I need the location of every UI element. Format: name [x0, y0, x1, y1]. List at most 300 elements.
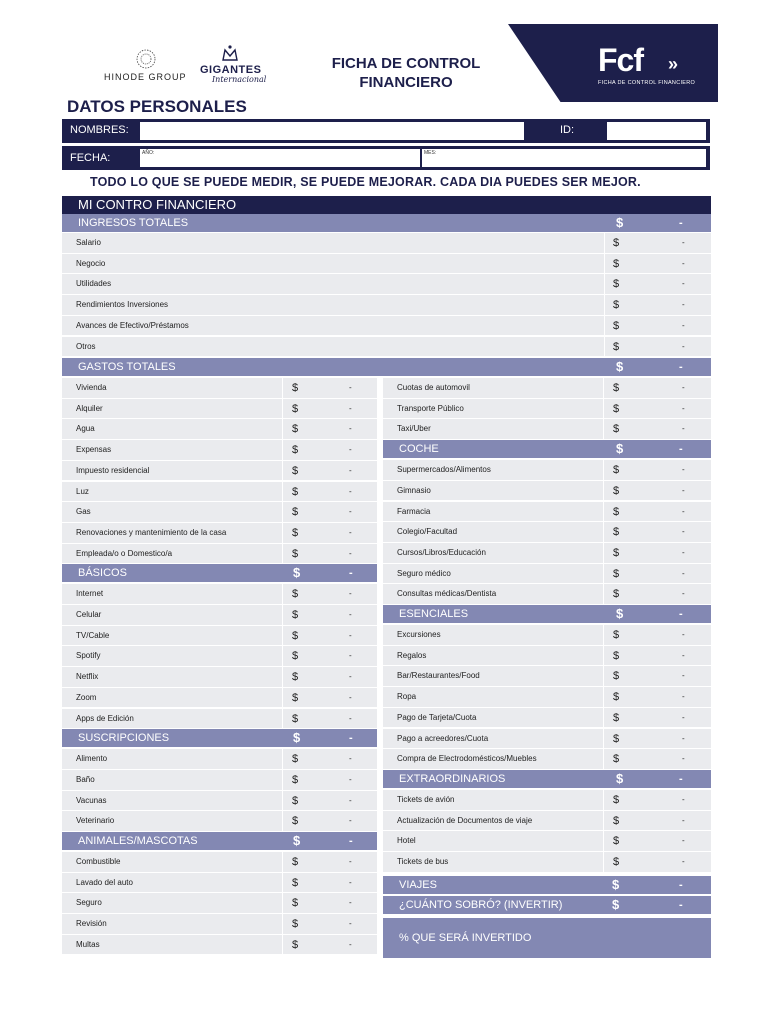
section-sobro-title: ¿CUÁNTO SOBRÓ? (INVERTIR): [399, 899, 563, 911]
column-divider: [282, 935, 283, 955]
row-label: Farmacia: [397, 506, 431, 516]
table-row: [62, 254, 711, 275]
row-label: Expensas: [76, 445, 112, 455]
column-divider: [282, 378, 283, 398]
row-label: Internet: [76, 589, 104, 599]
currency-symbol: $: [292, 526, 299, 539]
amount-value: -: [679, 899, 683, 911]
column-divider: [282, 419, 283, 439]
column-divider: [603, 419, 604, 439]
section-2-right-title: ESENCIALES: [399, 608, 469, 620]
row-label: TV/Cable: [76, 630, 110, 640]
anio-field[interactable]: [140, 149, 420, 167]
currency-symbol: $: [616, 441, 624, 457]
hinode-emblem-icon: [134, 48, 158, 70]
currency-symbol: $: [292, 402, 299, 415]
amount-value: -: [349, 732, 353, 745]
currency-symbol: $: [616, 606, 624, 621]
table-row: [383, 460, 711, 481]
mes-label: MES:: [424, 150, 437, 156]
row-label: Renovaciones y mantenimiento de la casa: [76, 527, 227, 537]
row-label: Cuotas de automovil: [397, 383, 470, 392]
currency-symbol: $: [613, 340, 620, 353]
currency-symbol: $: [613, 691, 620, 704]
currency-symbol: $: [292, 671, 299, 684]
id-field[interactable]: [607, 122, 706, 140]
amount-field[interactable]: -: [682, 300, 685, 310]
table-row: [62, 584, 377, 605]
section-ingresos-title: INGRESOS TOTALES: [78, 217, 189, 229]
table-row: [62, 295, 711, 316]
column-divider: [603, 729, 604, 749]
row-label: Empleada/o o Domestico/a: [76, 548, 173, 558]
amount-field[interactable]: -: [349, 527, 352, 537]
crown-icon: [220, 44, 240, 64]
currency-symbol: $: [292, 464, 299, 477]
row-label: Netflix: [76, 672, 99, 682]
table-row: [62, 646, 377, 667]
currency-symbol: $: [292, 897, 299, 910]
column-divider: [282, 605, 283, 625]
currency-symbol: $: [613, 526, 620, 539]
motto-text: TODO LO QUE SE PUEDE MEDIR, SE PUEDE MEJORAR. CADA DIA PUEDES SER MEJOR.: [90, 175, 641, 189]
section-3-left: [62, 832, 377, 850]
column-divider: [282, 544, 283, 564]
table-row: [62, 770, 377, 791]
amount-field[interactable]: -: [682, 485, 685, 495]
row-label: Excursiones: [397, 630, 441, 639]
row-label: Alimento: [76, 754, 108, 764]
amount-field[interactable]: -: [349, 877, 352, 887]
table-row: [383, 543, 711, 564]
section-2-right: [383, 605, 711, 623]
row-label: Regalos: [397, 650, 427, 660]
amount-field[interactable]: -: [349, 486, 352, 496]
column-divider: [603, 749, 604, 769]
table-row: [383, 584, 711, 605]
amount-field[interactable]: -: [349, 898, 352, 908]
table-row: [383, 749, 711, 770]
table-row: [383, 687, 711, 708]
row-label: Seguro médico: [397, 568, 451, 578]
currency-symbol: $: [616, 770, 624, 786]
row-label: Agua: [76, 424, 95, 434]
column-divider: [282, 770, 283, 790]
nombres-label: NOMBRES:: [70, 124, 129, 136]
row-label: Avances de Efectivo/Préstamos: [76, 320, 189, 330]
form-title-line1: FICHA DE CONTROL: [331, 55, 481, 72]
amount-field[interactable]: -: [349, 919, 352, 929]
row-label: Colegio/Facultad: [397, 527, 458, 537]
table-row: [383, 646, 711, 667]
column-divider: [282, 646, 283, 666]
table-row: [62, 523, 377, 544]
currency-symbol: $: [613, 464, 620, 477]
section-ingresos: [62, 214, 711, 232]
column-divider: [604, 233, 605, 253]
currency-symbol: $: [613, 546, 620, 559]
column-divider: [603, 666, 604, 686]
currency-symbol: $: [613, 835, 620, 848]
form-title-line2: FINANCIERO: [359, 74, 453, 91]
currency-symbol: $: [292, 691, 299, 704]
column-divider: [603, 502, 604, 522]
column-divider: [282, 893, 283, 913]
currency-symbol: $: [292, 876, 299, 889]
section-3-left-title: ANIMALES/MASCOTAS: [78, 835, 198, 847]
amount-value: -: [349, 835, 353, 847]
section-viajes-title: VIAJES: [399, 879, 437, 891]
currency-symbol: $: [292, 794, 299, 807]
amount-field[interactable]: -: [682, 403, 685, 413]
column-divider: [603, 481, 604, 501]
amount-field[interactable]: -: [682, 527, 685, 537]
row-label: Otros: [76, 341, 96, 351]
amount-field[interactable]: -: [682, 258, 685, 268]
table-row: [62, 274, 711, 295]
row-label: Utilidades: [76, 279, 112, 289]
currency-symbol: $: [613, 753, 620, 766]
row-label: Pago de Tarjeta/Cuota: [397, 712, 477, 722]
currency-symbol: $: [292, 629, 299, 642]
currency-symbol: $: [292, 650, 299, 663]
column-divider: [282, 399, 283, 419]
row-label: Celular: [76, 610, 102, 619]
column-divider: [282, 502, 283, 522]
table-row: [62, 935, 377, 956]
row-label: Gas: [76, 507, 91, 517]
currency-symbol: $: [292, 547, 299, 560]
currency-symbol: $: [612, 877, 620, 892]
table-row: [62, 605, 377, 626]
column-divider: [282, 523, 283, 543]
column-divider: [282, 626, 283, 646]
currency-symbol: $: [292, 588, 299, 601]
gigantes-text: GIGANTES: [200, 64, 262, 76]
amount-field[interactable]: -: [349, 672, 352, 682]
amount-field[interactable]: -: [682, 650, 685, 660]
table-row: [62, 544, 377, 565]
amount-field[interactable]: -: [349, 651, 352, 661]
column-divider: [603, 790, 604, 810]
table-row: [383, 625, 711, 646]
amount-field[interactable]: -: [349, 630, 352, 640]
amount-field[interactable]: -: [349, 816, 352, 826]
table-row: [383, 790, 711, 811]
amount-field[interactable]: -: [349, 403, 352, 413]
section-2-left: [62, 729, 377, 747]
section-invertido: [383, 918, 711, 958]
column-divider: [603, 460, 604, 480]
table-row: [383, 399, 711, 420]
section-1-right: [383, 440, 711, 458]
amount-field[interactable]: -: [349, 857, 352, 866]
currency-symbol: $: [292, 609, 299, 621]
finance-heading: MI CONTRO FINANCIERO: [78, 197, 237, 212]
currency-symbol: $: [292, 423, 299, 436]
amount-field[interactable]: -: [682, 630, 685, 639]
currency-symbol: $: [613, 237, 620, 249]
amount-field[interactable]: -: [682, 754, 685, 764]
currency-symbol: $: [613, 649, 620, 662]
amount-field[interactable]: -: [349, 774, 352, 784]
row-label: Negocio: [76, 258, 106, 268]
amount-value: -: [349, 567, 353, 580]
column-divider: [603, 811, 604, 831]
row-label: Cursos/Libros/Educación: [397, 547, 486, 557]
amount-field[interactable]: -: [682, 506, 685, 516]
amount-field[interactable]: -: [682, 341, 685, 351]
amount-field[interactable]: -: [349, 445, 352, 455]
column-divider: [603, 378, 604, 398]
column-divider: [603, 687, 604, 707]
amount-field[interactable]: -: [682, 568, 685, 578]
row-label: Baño: [76, 774, 95, 784]
column-divider: [603, 543, 604, 563]
currency-symbol: $: [613, 856, 620, 868]
currency-symbol: $: [613, 505, 620, 518]
column-divider: [603, 831, 604, 851]
amount-field[interactable]: -: [682, 589, 685, 599]
table-row: [62, 502, 377, 523]
table-row: [62, 440, 377, 461]
row-label: Zoom: [76, 692, 97, 702]
mes-field[interactable]: [422, 149, 706, 167]
table-row: [62, 626, 377, 647]
table-row: [383, 831, 711, 852]
currency-symbol: $: [613, 567, 620, 580]
currency-symbol: $: [613, 299, 620, 312]
row-label: Multas: [76, 939, 100, 949]
currency-symbol: $: [293, 730, 301, 746]
section-gastos-title: GASTOS TOTALES: [78, 361, 176, 373]
amount-field[interactable]: -: [349, 713, 352, 723]
row-label: Impuesto residencial: [76, 465, 150, 475]
row-label: Vacunas: [76, 795, 107, 805]
table-row: [62, 709, 377, 730]
row-label: Pago a acreedores/Cuota: [397, 733, 489, 743]
column-divider: [282, 811, 283, 831]
column-divider: [282, 914, 283, 934]
row-label: Ropa: [397, 692, 417, 702]
currency-symbol: $: [613, 588, 620, 601]
column-divider: [604, 316, 605, 336]
amount-field[interactable]: -: [682, 424, 685, 434]
currency-symbol: $: [613, 319, 620, 332]
column-divider: [603, 646, 604, 666]
amount-field[interactable]: -: [349, 465, 352, 475]
currency-symbol: $: [292, 938, 299, 951]
hinode-logo: [104, 48, 188, 84]
anio-label: AÑO:: [142, 150, 155, 156]
form-title: [300, 54, 512, 92]
table-row: [62, 316, 711, 337]
table-row: [62, 461, 377, 482]
amount-value: -: [679, 879, 683, 891]
amount-field[interactable]: -: [682, 692, 685, 702]
row-label: Combustible: [76, 857, 121, 866]
amount-field[interactable]: -: [349, 383, 352, 392]
amount-field[interactable]: -: [349, 939, 352, 949]
table-row: [62, 688, 377, 709]
amount-field[interactable]: -: [349, 424, 352, 434]
currency-symbol: $: [613, 423, 620, 436]
amount-field[interactable]: -: [682, 733, 685, 743]
currency-symbol: $: [613, 382, 620, 394]
currency-symbol: $: [613, 278, 620, 291]
column-divider: [604, 337, 605, 357]
row-label: Veterinario: [76, 816, 115, 826]
column-divider: [282, 873, 283, 893]
section-gastos: [62, 358, 711, 376]
amount-field[interactable]: -: [349, 610, 352, 619]
amount-field[interactable]: -: [682, 815, 685, 825]
amount-field[interactable]: -: [349, 692, 352, 702]
section-1-left-title: BÁSICOS: [78, 567, 127, 580]
amount-field[interactable]: -: [349, 754, 352, 764]
table-row: [383, 502, 711, 523]
amount-field[interactable]: -: [682, 794, 685, 804]
currency-symbol: $: [292, 382, 299, 394]
currency-symbol: $: [613, 732, 620, 745]
column-divider: [604, 254, 605, 274]
currency-symbol: $: [613, 670, 620, 683]
amount-field[interactable]: -: [682, 383, 685, 392]
amount-field[interactable]: -: [682, 857, 685, 866]
row-label: Hotel: [397, 836, 416, 846]
internacional-text: Internacional: [212, 75, 267, 84]
row-label: Vivienda: [76, 383, 107, 392]
currency-symbol: $: [613, 793, 620, 806]
amount-field[interactable]: -: [682, 547, 685, 557]
column-divider: [603, 852, 604, 872]
row-label: Seguro: [76, 898, 102, 908]
section-viajes: [383, 876, 711, 894]
table-row: [62, 914, 377, 935]
table-row: [383, 666, 711, 687]
row-label: Bar/Restaurantes/Food: [397, 671, 480, 681]
section-1-left: [62, 564, 377, 582]
section-2-left-title: SUSCRIPCIONES: [78, 732, 170, 745]
currency-symbol: $: [293, 833, 301, 848]
amount-value: -: [679, 608, 683, 620]
table-row: [62, 233, 711, 254]
amount-field[interactable]: -: [349, 589, 352, 599]
table-row: [62, 399, 377, 420]
currency-symbol: $: [613, 711, 620, 724]
column-divider: [282, 709, 283, 729]
table-row: [62, 893, 377, 914]
row-label: Alquiler: [76, 403, 103, 413]
row-label: Luz: [76, 486, 89, 496]
table-row: [62, 419, 377, 440]
amount-field[interactable]: -: [349, 795, 352, 805]
section-1-right-title: COCHE: [399, 443, 439, 456]
brand-mark: Fcf: [598, 42, 643, 78]
currency-symbol: $: [292, 753, 299, 766]
column-divider: [603, 564, 604, 584]
amount-value: -: [679, 361, 683, 373]
currency-symbol: $: [292, 506, 299, 519]
row-label: Tickets de avión: [397, 794, 455, 804]
table-row: [383, 811, 711, 832]
table-row: [62, 749, 377, 770]
column-divider: [282, 440, 283, 460]
row-label: Revisión: [76, 919, 107, 929]
column-divider: [603, 522, 604, 542]
column-divider: [282, 791, 283, 811]
table-row: [62, 337, 711, 358]
row-label: Lavado del auto: [76, 877, 133, 887]
amount-field[interactable]: -: [682, 836, 685, 846]
amount-field[interactable]: -: [682, 320, 685, 330]
amount-value: -: [679, 217, 683, 229]
table-row: [383, 852, 711, 873]
currency-symbol: $: [292, 918, 299, 931]
row-label: Consultas médicas/Dentista: [397, 589, 497, 599]
table-row: [383, 708, 711, 729]
column-divider: [603, 708, 604, 728]
table-row: [383, 564, 711, 585]
row-label: Transporte Público: [397, 403, 464, 413]
column-divider: [603, 399, 604, 419]
table-row: [62, 791, 377, 812]
amount-field[interactable]: -: [682, 671, 685, 681]
nombres-field[interactable]: [140, 122, 524, 140]
table-row: [62, 873, 377, 894]
fecha-row: [62, 146, 710, 170]
currency-symbol: $: [613, 402, 620, 415]
amount-field[interactable]: -: [682, 279, 685, 289]
column-divider: [282, 852, 283, 872]
section-3-right: [383, 770, 711, 788]
amount-field[interactable]: -: [682, 238, 685, 247]
personal-data-heading: DATOS PERSONALES: [67, 97, 247, 116]
column-divider: [604, 274, 605, 294]
currency-symbol: $: [613, 814, 620, 827]
currency-symbol: $: [292, 485, 299, 498]
column-divider: [282, 584, 283, 604]
amount-field[interactable]: -: [682, 465, 685, 475]
amount-field[interactable]: -: [682, 712, 685, 722]
row-label: Compra de Electrodomésticos/Muebles: [397, 754, 537, 764]
currency-symbol: $: [292, 815, 299, 828]
column-divider: [604, 295, 605, 315]
finance-heading-bar: [62, 196, 711, 214]
column-divider: [282, 482, 283, 502]
amount-field[interactable]: -: [349, 548, 352, 558]
table-row: [383, 419, 711, 440]
column-divider: [282, 688, 283, 708]
currency-symbol: $: [293, 565, 301, 581]
row-label: Salario: [76, 238, 101, 247]
section-sobro: [383, 896, 711, 914]
column-divider: [603, 625, 604, 645]
amount-field[interactable]: -: [349, 507, 352, 517]
currency-symbol: $: [612, 897, 620, 912]
row-label: Rendimientos Inversiones: [76, 300, 169, 310]
hinode-logo-text: HINODE GROUP: [104, 72, 187, 82]
table-row: [383, 481, 711, 502]
id-label: ID:: [560, 124, 575, 136]
column-divider: [282, 667, 283, 687]
currency-symbol: $: [292, 773, 299, 786]
table-row: [383, 522, 711, 543]
row-label: Taxi/Uber: [397, 424, 431, 434]
table-row: [383, 729, 711, 750]
currency-symbol: $: [613, 629, 620, 641]
fecha-label: FECHA:: [70, 152, 111, 164]
